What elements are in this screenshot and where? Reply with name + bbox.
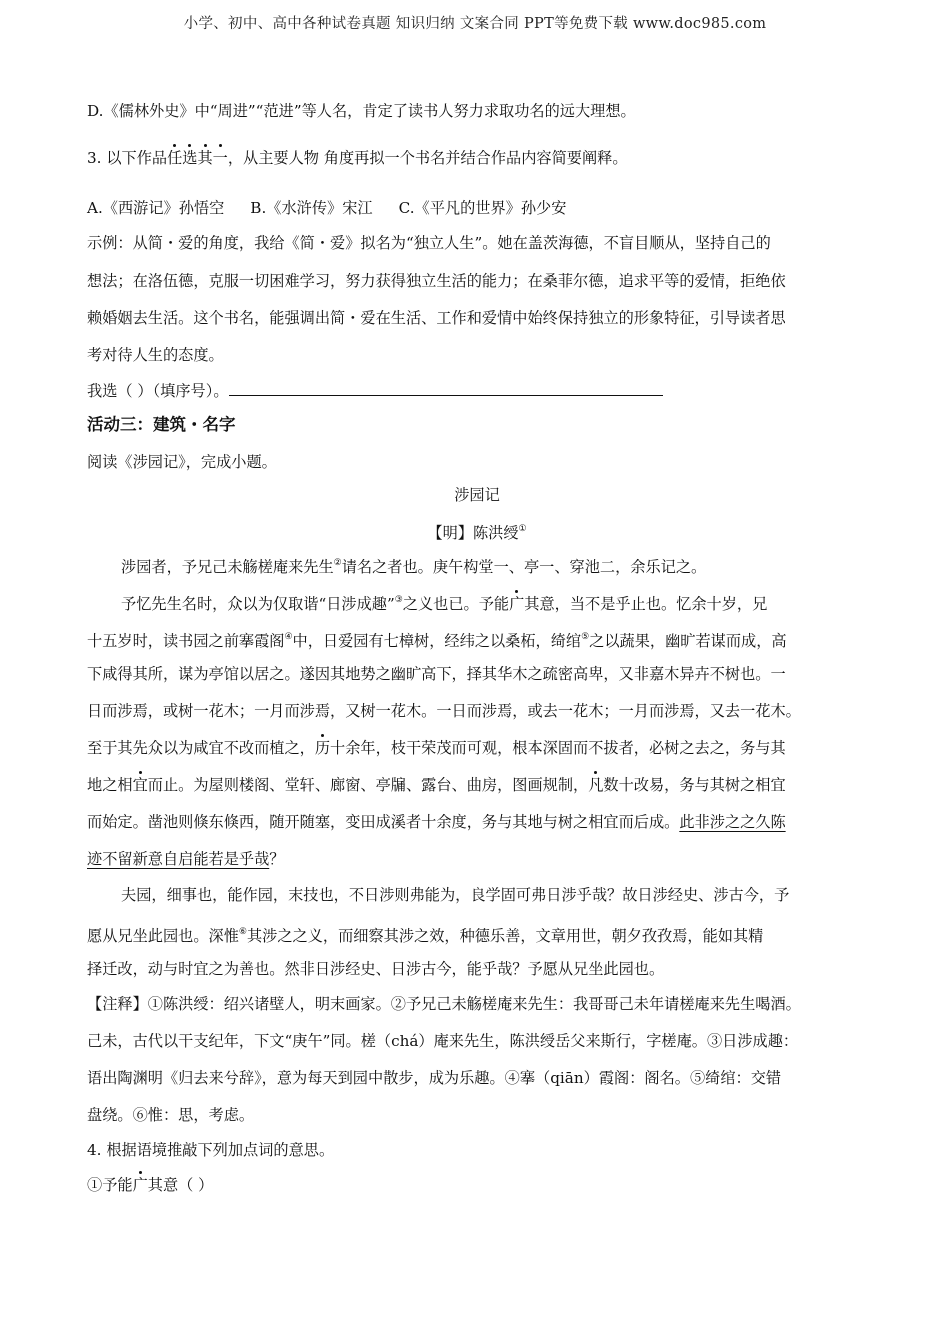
essay-line: 予忆先生名时，众以为仅取谐“日涉成趣”③之义也已。予能广其意，当不是乎止也。忆余十岁，兄 xyxy=(121,595,768,613)
answer-blank[interactable] xyxy=(229,381,663,396)
dotted-word: 广 xyxy=(509,595,525,613)
example-line: 考对待人生的态度。 xyxy=(87,346,224,364)
q4-item-1: ①予能广其意（ ） xyxy=(87,1176,214,1194)
notes-line: 盘绕。⑥惟：思，考虑。 xyxy=(87,1106,255,1124)
essay-line: 而始定。凿池则倏东倏西，随开随塞，变田成溪者十余度，务与其地与树之相宜而后成。此非涉之之久陈 xyxy=(87,813,786,831)
page-header: 小学、初中、高中各种试卷真题 知识归纳 文案合同 PPT等免费下载 www.doc985.com xyxy=(183,16,767,32)
activity-instruction: 阅读《涉园记》，完成小题。 xyxy=(87,453,277,471)
q3-option-b: B.《水浒传》宋江 xyxy=(250,199,373,217)
essay-line: 地之相宜而止。为屋则楼阁、堂轩、廊窗、亭牖、露台、曲房，图画规制，凡数十改易，务与其树之相宜 xyxy=(87,776,786,794)
answer-line: 我选（ ）（填序号）。 xyxy=(87,381,663,401)
q3-option-a: A.《西游记》孙悟空 xyxy=(87,199,225,217)
notes-line: 语出陶渊明《归去来兮辞》，意为每天到园中散步，成为乐趣。④搴（qiān）霞阁：阁名。⑤绮绾：交错 xyxy=(87,1069,782,1087)
essay-line: 日而涉焉，或树一花木；一月而涉焉，又树一花木。一日而涉焉，或去一花木；一月而涉焉，又去一花木。 xyxy=(87,702,801,720)
essay-author: 【明】陈洪绶① xyxy=(427,524,527,542)
q3-option-c: C.《平凡的世界》孙少安 xyxy=(398,199,567,217)
notes-line: 己未，古代以干支纪年，下文“庚午”同。槎（chá）庵来先生，陈洪绶岳父来斯行，字槎庵。③日涉成趣： xyxy=(87,1032,799,1050)
dotted-word: 任选其一 xyxy=(167,149,228,167)
q3-options xyxy=(87,198,566,218)
essay-line: 涉园者，予兄己未觞槎庵来先生②请名之者也。庚午构堂一、亭一、穿池二，余乐记之。 xyxy=(121,558,707,576)
essay-line: 夫园，细事也，能作园，末技也，不日涉则弗能为，良学固可弗日涉乎哉？故日涉经史、涉古今，予 xyxy=(121,886,790,904)
essay-title: 涉园记 xyxy=(454,486,500,504)
essay-line: 至于其先众以为咸宜不改而植之，历十余年，枝干荣茂而可观，根本深固而不拔者，必树之去之，务与其 xyxy=(87,739,786,757)
notes-line: 【注释】①陈洪绶：绍兴诸壁人，明末画家。②予兄己未觞槎庵来先生：我哥哥己未年请槎庵来先生喝酒。 xyxy=(87,995,801,1013)
dotted-word: 历 xyxy=(314,739,330,757)
essay-line: 愿从兄坐此园也。深惟⑥其涉之之义，而细察其涉之效，种德乐善，文章用世，朝夕孜孜焉，能如其精 xyxy=(87,927,764,945)
q2-option-d: D.《儒林外史》中“周进”“范进”等人名，肯定了读书人努力求取功名的远大理想。 xyxy=(87,102,636,120)
q4-prompt: 4. 根据语境推敲下列加点词的意思。 xyxy=(87,1141,335,1159)
example-line: 赖婚姻去生活。这个书名，能强调出简・爱在生活、工作和爱情中始终保持独立的形象特征，引导读者思 xyxy=(87,309,786,327)
example-line: 示例：从简・爱的角度，我给《简・爱》拟名为“独立人生”。她在盖茨海德，不盲目顺从，坚持自己的 xyxy=(87,234,771,252)
dotted-word: 凡 xyxy=(588,776,604,794)
q3-prompt: 3. 以下作品任选其一，从主要人物 角度再拟一个书名并结合作品内容简要阐释。 xyxy=(87,149,628,167)
essay-line: 择迁改，动与时宜之为善也。然非日涉经史、日涉古今，能乎哉？予愿从兄坐此园也。 xyxy=(87,960,665,978)
essay-line: 迹不留新意自启能若是乎哉？ xyxy=(87,850,285,868)
essay-line: 下咸得其所，谋为亭馆以居之。遂因其地势之幽旷高下，择其华木之疏密高卑，又非嘉木异卉不树也。一 xyxy=(87,665,786,683)
dotted-word: 广 xyxy=(132,1176,148,1194)
underlined-sentence: 此非涉之之久陈 xyxy=(679,813,786,831)
activity-title: 活动三：建筑・名字 xyxy=(87,415,236,434)
dotted-word: 宜 xyxy=(132,776,148,794)
example-line: 想法；在洛伍德，克服一切困难学习，努力获得独立生活的能力；在桑菲尔德，追求平等的爱情，拒绝依 xyxy=(87,272,786,290)
essay-line: 十五岁时，读书园之前搴霞阁④中，日爱园有七樟树，经纬之以桑柘，绮绾⑤之以蔬果，幽旷若谋而成，高 xyxy=(87,632,787,650)
underlined-sentence: 迹不留新意自启能若是乎哉 xyxy=(87,850,270,868)
